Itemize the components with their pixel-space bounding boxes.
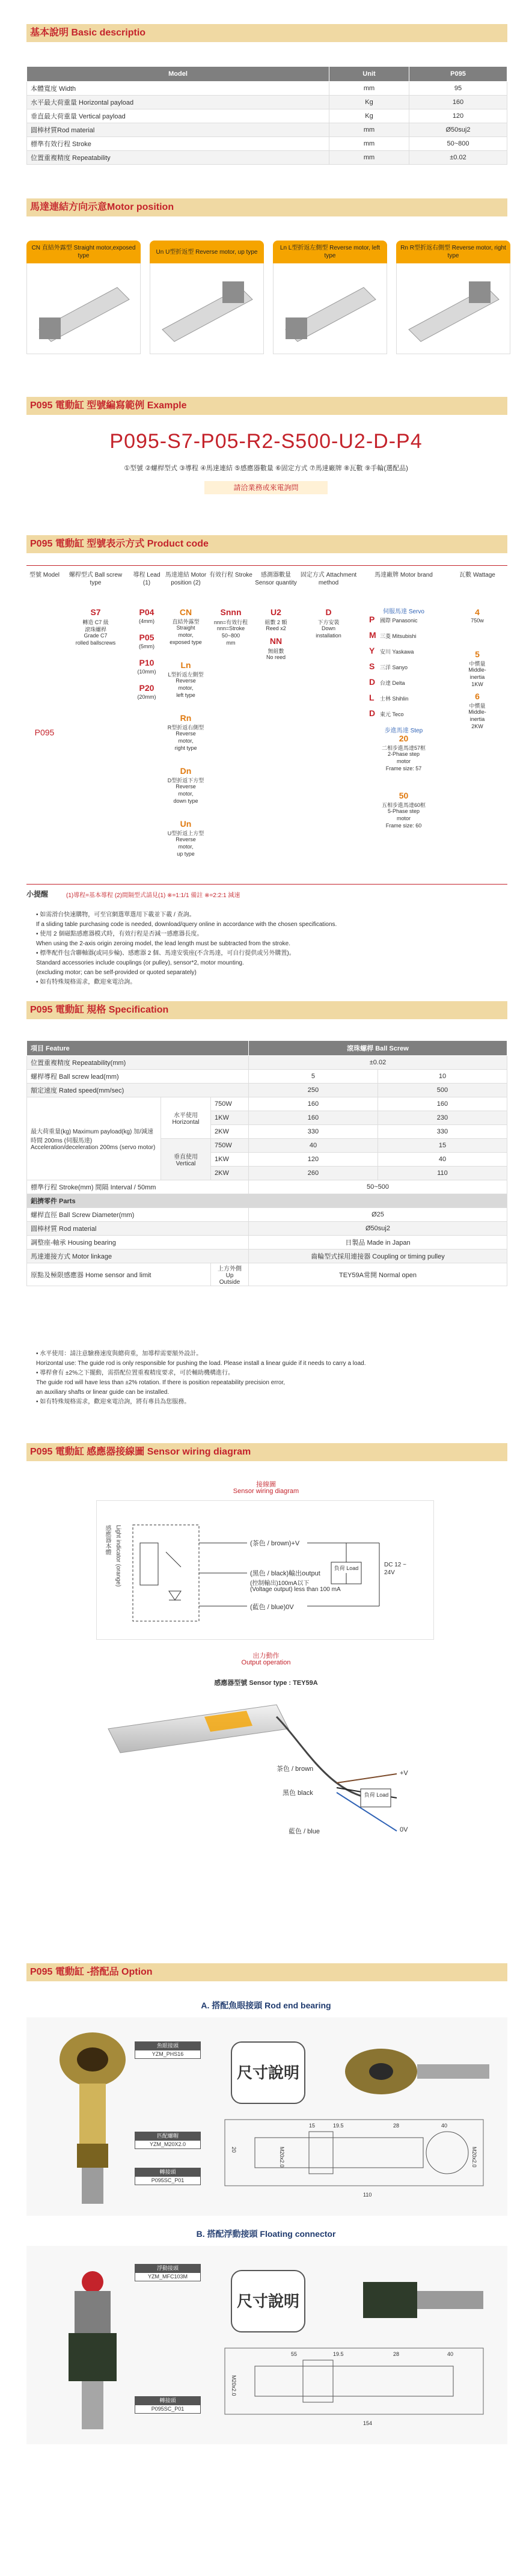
spec-row	[27, 1194, 507, 1208]
code-header: 馬達連結 Motor position (2)	[165, 572, 207, 586]
code-watt-line: inertia	[469, 716, 485, 722]
code-watt-line: inertia	[469, 674, 485, 680]
spec-cell: 鋁擠零件 Parts	[27, 1194, 507, 1208]
code-watt-line: Middle-	[468, 709, 486, 715]
spec-cell: 日製品 Made in Japan	[249, 1236, 507, 1250]
photo-load-label: 負荷 Load	[364, 1792, 389, 1798]
note-line: Standard accessories include couplings (or pulley), sensor*2, motor mounting.	[36, 960, 244, 966]
basic-cell: 水平最大荷重量 Horizontal payload	[27, 96, 329, 109]
option-dim: M20x2.0	[231, 2375, 237, 2396]
basic-table	[26, 66, 507, 165]
basic-cell: 本體寬度 Width	[27, 82, 329, 96]
spec-cell: Ø25	[249, 1208, 507, 1222]
code-brand-code: L	[369, 693, 375, 702]
code-step-line: Frame size: 57	[385, 765, 422, 771]
basic-cell: mm	[329, 123, 409, 137]
spec-cell: 120	[249, 1153, 378, 1167]
wire-voltage-label: (Voltage output) less than 100 mA	[250, 1586, 341, 1593]
option-dim: M20x2.0	[471, 2147, 477, 2168]
code-top-rule	[26, 565, 507, 566]
code-brand-name: 台達 Delta	[380, 680, 405, 686]
code-stroke-line: 50~800	[221, 633, 240, 639]
basic-cell: 位置重複精度 Repeatability	[27, 151, 329, 165]
option-tag-code: YZM_PHS16	[135, 2050, 201, 2059]
code-brand-name: 三菱 Mitsubishi	[380, 633, 417, 639]
spec-cell: 10	[378, 1070, 507, 1084]
note-line: • 如需滑台快速購物，可至官網選單選用下載並下載 / 查詢。	[36, 912, 195, 918]
option-a-panel	[26, 2017, 507, 2216]
motor-card-label: Ln L型折返左側型 Reverse motor, left type	[280, 245, 381, 259]
code-watt: 4	[475, 607, 480, 617]
option-tag-name: 匹配螺帽	[135, 2132, 201, 2140]
motor-card-image	[150, 263, 264, 354]
code-lead-sub: (10mm)	[137, 669, 156, 675]
option-dim: 110	[363, 2192, 372, 2198]
spec-row	[27, 1222, 507, 1236]
photo-blue-label: 藍色 / blue	[289, 1828, 320, 1835]
spec-cell: 160	[378, 1097, 507, 1111]
code-watt-line: 750w	[471, 618, 484, 624]
option-tag	[135, 2264, 201, 2281]
motor-card-header	[396, 241, 510, 263]
code-sensor-line: 組數 2 顆	[264, 619, 287, 625]
option-a-title: A. 搭配魚眼接頭 Rod end bearing	[201, 2001, 331, 2010]
code-watt: 5	[475, 649, 480, 659]
spec-cell: 馬達連接方式 Motor linkage	[27, 1250, 249, 1263]
example-legend: ①型號 ②螺桿型式 ③導程 ④馬達連結 ⑤感應器數量 ⑥固定方式 ⑦馬達廠牌 ⑧瓦數 ⑨手輪(選配品)	[124, 465, 408, 472]
note-line: (excluding motor; can be self-provided or quoted separately)	[36, 969, 197, 976]
example-cta: 請洽業務或來電詢問	[204, 481, 328, 494]
note-line: • 使用 2 個磁點感應器模式時，有效行程是否減一感應器長度。	[36, 931, 203, 937]
code-brand-code: D	[369, 708, 376, 718]
motor-card-header	[273, 241, 387, 263]
code-screw-line: 滾珠螺桿	[84, 627, 106, 633]
spec-cell: 15	[378, 1139, 507, 1153]
code-motor-line: motor,	[178, 685, 194, 691]
option-dim: 154	[363, 2420, 373, 2426]
code-motor-line: motor,	[178, 738, 194, 744]
sensor-section-title: P095 電動缸 感應器接線圖 Sensor wiring diagram	[30, 1447, 251, 1457]
code-attach: D	[325, 607, 332, 617]
code-step-line: 五相步進馬達60框	[381, 802, 426, 808]
spec-cell: 750W	[211, 1139, 249, 1153]
code-motor-line: Reverse	[176, 678, 196, 684]
photo-vzero: 0V	[400, 1826, 408, 1833]
option-dim: 19.5	[333, 2123, 344, 2129]
spec-cell: 50~500	[249, 1180, 507, 1194]
code-header: 螺桿型式 Ball screw type	[69, 572, 123, 586]
option-tag-name: 轉接頭	[135, 2396, 201, 2405]
code-brand-name: 國際 Panasonic	[380, 618, 418, 624]
spec-cell: 330	[249, 1125, 378, 1139]
option-tag	[135, 2041, 201, 2059]
note-line: Horizontal use: The guide rod is only responsible for pushing the load. Please install a linear guide if it needs to carry a load.	[36, 1360, 366, 1367]
motor-card-image	[273, 263, 387, 354]
code-motor-line: motor,	[178, 791, 194, 797]
code-step: 50	[399, 791, 409, 800]
motor-card-label: Un U型折返型 Reverse motor, up type	[156, 248, 258, 256]
option-tag	[135, 2132, 201, 2149]
note-line: • 如有特殊規格需求，歡迎來電洽詢，將有專員為您服務。	[36, 1399, 191, 1405]
spec-cell: 位置重複精度 Repeatability(mm)	[27, 1056, 249, 1070]
spec-cell: 40	[249, 1139, 378, 1153]
option-tag-name: 轉接頭	[135, 2168, 201, 2176]
code-motor: Rn	[180, 713, 192, 723]
code-servo-label: 伺服馬達 Servo	[383, 609, 424, 615]
code-screw-line: Grade C7	[84, 633, 108, 639]
code-step-line: Frame size: 60	[385, 823, 422, 829]
code-header: 感測器數量 Sensor quantity	[255, 572, 297, 586]
spec-row	[27, 1070, 507, 1084]
code-watt-line: Middle-	[468, 667, 486, 673]
spec-table	[26, 1040, 507, 1286]
spec-cell: 垂直使用 Vertical	[161, 1139, 211, 1180]
code-brand-code: M	[369, 630, 376, 640]
photo-vplus: +V	[400, 1770, 408, 1777]
code-motor-line: Straight	[176, 625, 195, 631]
option-dim: 40	[441, 2123, 448, 2129]
spec-cell: ±0.02	[249, 1056, 507, 1070]
code-watt-line: 中慣量	[469, 703, 486, 709]
example-section-title: P095 電動缸 型號編寫範例 Example	[30, 400, 187, 411]
note-line: • 水平使用：請注意驗務速度與總荷重，加導桿需要額外設計。	[36, 1351, 203, 1357]
note-line: The guide rod will have less than ±2% rotation. If there is position repeatability precision error,	[36, 1379, 286, 1386]
option-tag-code: P095SC_P01	[135, 2405, 201, 2414]
motor-card	[26, 241, 141, 355]
spec-cell: 750W	[211, 1097, 249, 1111]
spec-table-wrap	[26, 1040, 507, 1286]
code-lead: P05	[139, 633, 154, 642]
code-step-line: motor	[396, 758, 411, 764]
code-stroke-line: nnn=Stroke	[216, 625, 245, 631]
code-bottom-rule	[26, 884, 507, 885]
code-sensor: U2	[271, 607, 281, 617]
basic-cell: Kg	[329, 109, 409, 123]
code-motor-line: Reverse	[176, 784, 196, 790]
code-lead: P04	[139, 607, 154, 617]
spec-cell: 1KW	[211, 1153, 249, 1167]
basic-row	[27, 96, 507, 109]
code-stroke-line: mm	[226, 640, 236, 646]
photo-brown-label: 茶色 / brown	[277, 1765, 314, 1773]
spec-cell: 額定速度 Rated speed(mm/sec)	[27, 1084, 249, 1097]
option-a-size-box: 尺寸說明	[231, 2041, 305, 2104]
basic-th-p095: P095	[409, 67, 507, 82]
spec-row	[27, 1263, 507, 1286]
motor-card	[396, 241, 510, 355]
code-model: P095	[34, 728, 55, 737]
option-b-size-box: 尺寸說明	[231, 2270, 305, 2332]
code-sensor2: NN	[269, 636, 283, 646]
note-line: • 如有特殊規格需求，歡迎來電洽詢。	[36, 979, 136, 986]
code-brand-code: S	[369, 661, 375, 671]
output-title-zh: 出力動作	[252, 1652, 280, 1660]
basic-section-title: 基本說明 Basic descriptio	[30, 28, 146, 38]
code-stroke: Snnn	[220, 607, 242, 617]
basic-cell: Kg	[329, 96, 409, 109]
code-screw-line: rolled ballscrews	[75, 640, 116, 646]
code-sensor-line: Reed x2	[266, 625, 286, 631]
notes-1	[36, 911, 505, 988]
code-watt-line: 1KW	[471, 681, 483, 687]
spec-cell: 5	[249, 1070, 378, 1084]
code-motor-line: motor,	[178, 632, 194, 638]
code-step-label: 步進馬達 Step	[384, 728, 423, 734]
code-motor-line: D型折返下方型	[167, 777, 204, 784]
basic-th-model: Model	[27, 67, 329, 82]
basic-cell: 95	[409, 82, 507, 96]
code-brand-code: P	[369, 615, 375, 624]
spec-cell: 原點及極限感應器 Home sensor and limit	[27, 1263, 211, 1286]
code-attach-line: installation	[316, 633, 341, 639]
spec-cell: 40	[378, 1153, 507, 1167]
code-section-title: P095 電動缸 型號表示方式 Product code	[30, 539, 209, 549]
basic-cell: 120	[409, 109, 507, 123]
spec-header-cell: 項目 Feature	[27, 1041, 249, 1056]
motor-card-header	[150, 241, 264, 263]
spec-row	[27, 1250, 507, 1263]
code-motor: Un	[180, 819, 192, 829]
wire-brown-label: (茶色 / brown)+V	[250, 1540, 300, 1547]
spec-cell: 圓棒材質 Rod material	[27, 1222, 249, 1236]
spec-cell: 最大荷重量(kg) Maximum payload(kg) 加/減速時間 200ms (伺服馬達) Acceleration/deceleration 200ms (servo motor)	[27, 1097, 161, 1180]
spec-cell: 螺桿導程 Ball screw lead(mm)	[27, 1070, 249, 1084]
spec-row	[27, 1084, 507, 1097]
code-brand-name: 士林 Shihlin	[380, 696, 409, 702]
code-header: 型號 Model	[29, 572, 60, 578]
basic-cell: 垂直最大荷重量 Vertical payload	[27, 109, 329, 123]
code-brand-code: Y	[369, 646, 375, 655]
option-dim: M20x2.0	[279, 2147, 285, 2168]
spec-row	[27, 1236, 507, 1250]
option-tag-name: 浮動接頭	[135, 2264, 201, 2272]
wire-blue-label: (藍色 / blue)0V	[250, 1604, 294, 1611]
code-motor: Dn	[180, 766, 192, 776]
code-attach-line: 下方安裝	[317, 619, 340, 625]
code-motor: Ln	[180, 660, 191, 670]
code-motor-line: 直結外露型	[172, 619, 200, 625]
spec-cell: 上方外側 Up Outside	[211, 1263, 249, 1286]
motor-card-header	[26, 241, 141, 263]
basic-row	[27, 82, 507, 96]
basic-row	[27, 109, 507, 123]
code-motor-line: left type	[176, 692, 195, 698]
photo-black-label: 黑色 black	[283, 1789, 313, 1797]
spec-cell: 330	[378, 1125, 507, 1139]
sensor-model: 感應器型號 Sensor type : TEY59A	[214, 1679, 318, 1687]
code-motor-line: Reverse	[176, 836, 196, 842]
option-tag-code: YZM_M20X2.0	[135, 2140, 201, 2149]
motor-card-image	[396, 263, 510, 354]
sensor-photo	[96, 1693, 433, 1843]
spec-cell: 500	[378, 1084, 507, 1097]
spec-cell: 2KW	[211, 1125, 249, 1139]
basic-cell: mm	[329, 151, 409, 165]
motor-card-image	[26, 263, 141, 354]
basic-cell: mm	[329, 137, 409, 151]
basic-cell: mm	[329, 82, 409, 96]
note-line: When using the 2-axis origin zeroing model, the lead length must be subtracted from the stroke.	[36, 940, 291, 947]
spec-cell: 160	[249, 1097, 378, 1111]
option-tag-name: 魚眼接頭	[135, 2041, 201, 2050]
notes-2	[36, 1350, 505, 1408]
wire-current-label: (控制輸出)100mA以下	[250, 1580, 310, 1587]
code-header: 導程 Lead (1)	[133, 572, 161, 586]
code-screw: S7	[90, 607, 101, 617]
sensor-photo-svg	[96, 1693, 433, 1843]
option-dim: 28	[393, 2123, 400, 2129]
spec-cell: TEY59A常開 Normal open	[249, 1263, 507, 1286]
basic-row	[27, 151, 507, 165]
code-watt: 6	[475, 692, 480, 701]
spec-cell: 110	[378, 1167, 507, 1180]
spec-row	[27, 1208, 507, 1222]
motor-card	[150, 241, 264, 355]
basic-row	[27, 137, 507, 151]
spec-row	[27, 1097, 507, 1111]
option-dim: 15	[309, 2123, 316, 2129]
basic-cell: 50~800	[409, 137, 507, 151]
spec-header-cell: 滾珠螺桿 Ball Screw	[249, 1041, 507, 1056]
spec-row	[27, 1180, 507, 1194]
side-label-en: Light indicator (orange)	[115, 1525, 121, 1587]
code-lead: P20	[139, 683, 154, 693]
spec-cell: 齒輪型式採用連接器 Coupling or timing pulley	[249, 1250, 507, 1263]
example-code: P095-S7-P05-R2-S500-U2-D-P4	[109, 430, 423, 453]
spec-cell: Ø50suj2	[249, 1222, 507, 1236]
spec-cell: 螺桿直徑 Ball Screw Diameter(mm)	[27, 1208, 249, 1222]
basic-cell: 圓棒材質Rod material	[27, 123, 329, 137]
code-stroke-line: nnn=有效行程	[213, 619, 248, 625]
basic-cell: 標準有效行程 Stroke	[27, 137, 329, 151]
wiring-title-en: Sensor wiring diagram	[233, 1488, 299, 1495]
option-tag	[135, 2396, 201, 2414]
load-label: 負荷 Load	[332, 1565, 360, 1572]
code-step-line: 二相步進馬達57框	[381, 745, 426, 751]
spec-cell: 260	[249, 1167, 378, 1180]
option-dim: 19.5	[333, 2351, 344, 2357]
option-dim: 40	[447, 2351, 454, 2357]
option-tag	[135, 2168, 201, 2185]
code-motor-line: right type	[174, 745, 197, 751]
code-motor-line: up type	[177, 851, 195, 857]
wiring-title-zh: 接線圖	[256, 1481, 276, 1488]
spec-row	[27, 1041, 507, 1056]
basic-cell: Ø50suj2	[409, 123, 507, 137]
code-step-line: 5-Phase step	[387, 808, 420, 814]
spec-row	[27, 1056, 507, 1070]
note-line: If a sliding table purchasing code is needed, download/query online in accordance with the chosen specifications.	[36, 921, 337, 928]
note-line: • 導桿會有 ±2%之下擺動，需搭配位置重複精度要求，可於輔助機構進行。	[36, 1370, 234, 1376]
spec-cell: 230	[378, 1111, 507, 1125]
spec-cell: 2KW	[211, 1167, 249, 1180]
motor-card-label: Rn R型折返右側型 Reverse motor, right type	[400, 245, 506, 259]
code-sensor2-line: No reed	[266, 654, 286, 660]
motor-card	[273, 241, 387, 355]
spec-cell: 標準行程 Stroke(mm) 間隔 Interval / 50mm	[27, 1180, 249, 1194]
code-lead-sub: (4mm)	[139, 618, 154, 624]
option-tag-code: YZM_MFC103M	[135, 2272, 201, 2281]
spec-section-title: P095 電動缸 規格 Specification	[30, 1005, 169, 1015]
code-brand-name: 東元 Teco	[380, 711, 404, 717]
basic-cell: 160	[409, 96, 507, 109]
code-motor-line: Reverse	[176, 731, 196, 737]
code-watt-line: 中慣量	[469, 661, 486, 667]
wire-black-label: (黑色 / black)輸出output	[250, 1570, 320, 1577]
code-motor-line: R型折返右側型	[167, 725, 204, 731]
option-dim: 28	[393, 2351, 400, 2357]
spec-cell: 調整座-軸承 Housing bearing	[27, 1236, 249, 1250]
tips-label: 小提醒	[26, 890, 49, 898]
code-motor-line: down type	[173, 798, 198, 804]
motor-card-label: CN 直結外露型 Straight motor,exposed type	[31, 245, 136, 259]
option-b-title: B. 搭配浮動接頭 Floating connector	[196, 2229, 336, 2239]
motor-section-title: 馬達連結方向示意Motor position	[30, 202, 174, 212]
code-lead-sub: (5mm)	[139, 643, 154, 649]
code-attach-line: Down	[321, 625, 335, 631]
option-section-title: P095 電動缸 -搭配品 Option	[30, 1967, 153, 1977]
code-motor-line: exposed type	[170, 639, 202, 645]
code-motor-line: motor,	[178, 844, 194, 850]
spec-cell: 水平使用 Horizontal	[161, 1097, 211, 1139]
code-sensor2-line: 無組數	[268, 648, 284, 654]
spec-cell: 1KW	[211, 1111, 249, 1125]
output-title-en: Output operation	[241, 1659, 291, 1666]
code-lead-sub: (20mm)	[137, 694, 156, 700]
code-brand-code: D	[369, 677, 376, 687]
code-lead: P10	[139, 658, 154, 667]
option-tag-code: P095SC_P01	[135, 2176, 201, 2185]
code-step-line: motor	[396, 815, 411, 821]
note-line: • 標準配件包含聯軸器(或同步輪)、感應器 2 個、馬達安裝座(不含馬達，可自行提供或另外購置)。	[36, 950, 295, 957]
code-header: 瓦數 Wattage	[459, 572, 495, 578]
basic-th-unit: Unit	[329, 67, 409, 82]
option-dim: 20	[231, 2147, 237, 2153]
code-brand-name: 三洋 Sanyo	[380, 664, 408, 670]
dc-label: DC 12 ~ 24V	[384, 1562, 406, 1576]
code-header: 有效行程 Stroke	[209, 572, 252, 578]
wiring-diagram	[96, 1500, 434, 1640]
spec-cell: 160	[249, 1111, 378, 1125]
tips-text: (1)導程=基本導程 (2)間隔型式請見(1) ※=1:1/1 備註 ※=2:2:1 減速	[66, 892, 240, 899]
option-dim: 55	[291, 2351, 298, 2357]
code-header: 固定方式 Attachment method	[300, 572, 357, 586]
code-step: 20	[399, 734, 409, 743]
code-grid	[26, 571, 507, 881]
basic-row	[27, 123, 507, 137]
note-line: an auxiliary shafts or linear guide can be installed.	[36, 1389, 170, 1396]
code-watt-line: 2KW	[471, 723, 483, 729]
spec-cell: 250	[249, 1084, 378, 1097]
code-header: 馬達廠牌 Motor brand	[375, 572, 433, 578]
basic-cell: ±0.02	[409, 151, 507, 165]
code-motor: CN	[179, 607, 192, 617]
side-label-zh: 感應器本體	[104, 1525, 111, 1555]
option-b-panel	[26, 2246, 507, 2444]
code-motor-line: L型折返左側型	[168, 672, 204, 678]
code-step-line: 2-Phase step	[387, 751, 420, 757]
code-brand-name: 安川 Yaskawa	[380, 649, 414, 655]
code-screw-line: 轉造 C7 級	[82, 619, 109, 625]
code-motor-line: U型折返上方型	[167, 830, 204, 836]
